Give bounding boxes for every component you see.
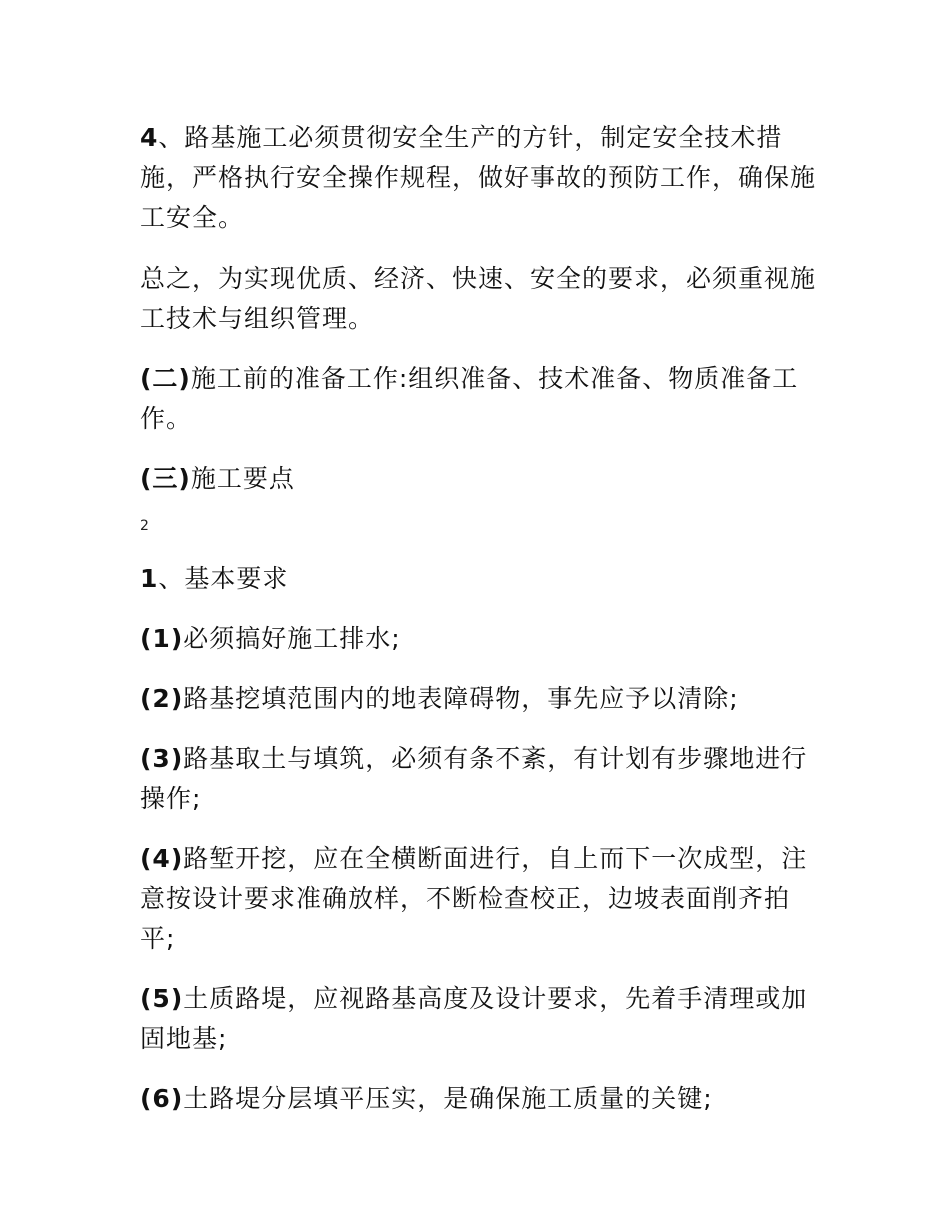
- paragraph-preparation: [140, 359, 820, 439]
- list-item-6: [140, 1079, 820, 1119]
- paragraph-text: 土质路堤，应视路基高度及设计要求，先着手清理或加固地基;: [140, 984, 808, 1053]
- paragraph-lead: (二): [140, 364, 191, 393]
- list-item-1: [140, 619, 820, 659]
- list-item-4: [140, 839, 820, 959]
- paragraph-lead: (三): [140, 464, 191, 493]
- paragraph-text: 施工要点: [190, 464, 295, 493]
- list-item-5: [140, 979, 820, 1059]
- list-item-2: [140, 679, 820, 719]
- paragraph-text: 、路基施工必须贯彻安全生产的方针，制定安全技术措施，严格执行安全操作规程，做好事故的预防工作，确保施工安全。: [140, 123, 817, 232]
- heading-basic-requirements: [140, 559, 820, 599]
- paragraph-lead: (5): [140, 984, 184, 1013]
- paragraph-lead: (6): [140, 1084, 184, 1113]
- paragraph-lead: (3): [140, 744, 184, 773]
- paragraph-text: 总之，为实现优质、经济、快速、安全的要求，必须重视施工技术与组织管理。: [140, 264, 817, 333]
- paragraph-text: 施工前的准备工作:组织准备、技术准备、物质准备工作。: [140, 364, 799, 433]
- paragraph-text: 路堑开挖，应在全横断面进行，自上而下一次成型，注意按设计要求准确放样，不断检查校正，边坡表面削齐拍平;: [140, 844, 808, 953]
- paragraph-text: 必须搞好施工排水;: [183, 624, 401, 653]
- paragraph-lead: (1): [140, 624, 184, 653]
- paragraph-text: 路基挖填范围内的地表障碍物，事先应予以清除;: [183, 684, 739, 713]
- paragraph-lead: 4: [140, 123, 159, 152]
- heading-construction-points: [140, 459, 820, 499]
- paragraph-text: 土路堤分层填平压实，是确保施工质量的关键;: [183, 1084, 713, 1113]
- paragraph-lead: 1: [140, 564, 159, 593]
- paragraph-summary: [140, 259, 820, 339]
- list-item-3: [140, 739, 820, 819]
- paragraph-safety: [140, 118, 820, 238]
- paragraph-lead: (2): [140, 684, 184, 713]
- paragraph-text: 、基本要求: [158, 564, 289, 593]
- paragraph-text: 路基取土与填筑，必须有条不紊，有计划有步骤地进行操作;: [140, 744, 808, 813]
- page-number: 2: [140, 518, 149, 534]
- paragraph-lead: (4): [140, 844, 184, 873]
